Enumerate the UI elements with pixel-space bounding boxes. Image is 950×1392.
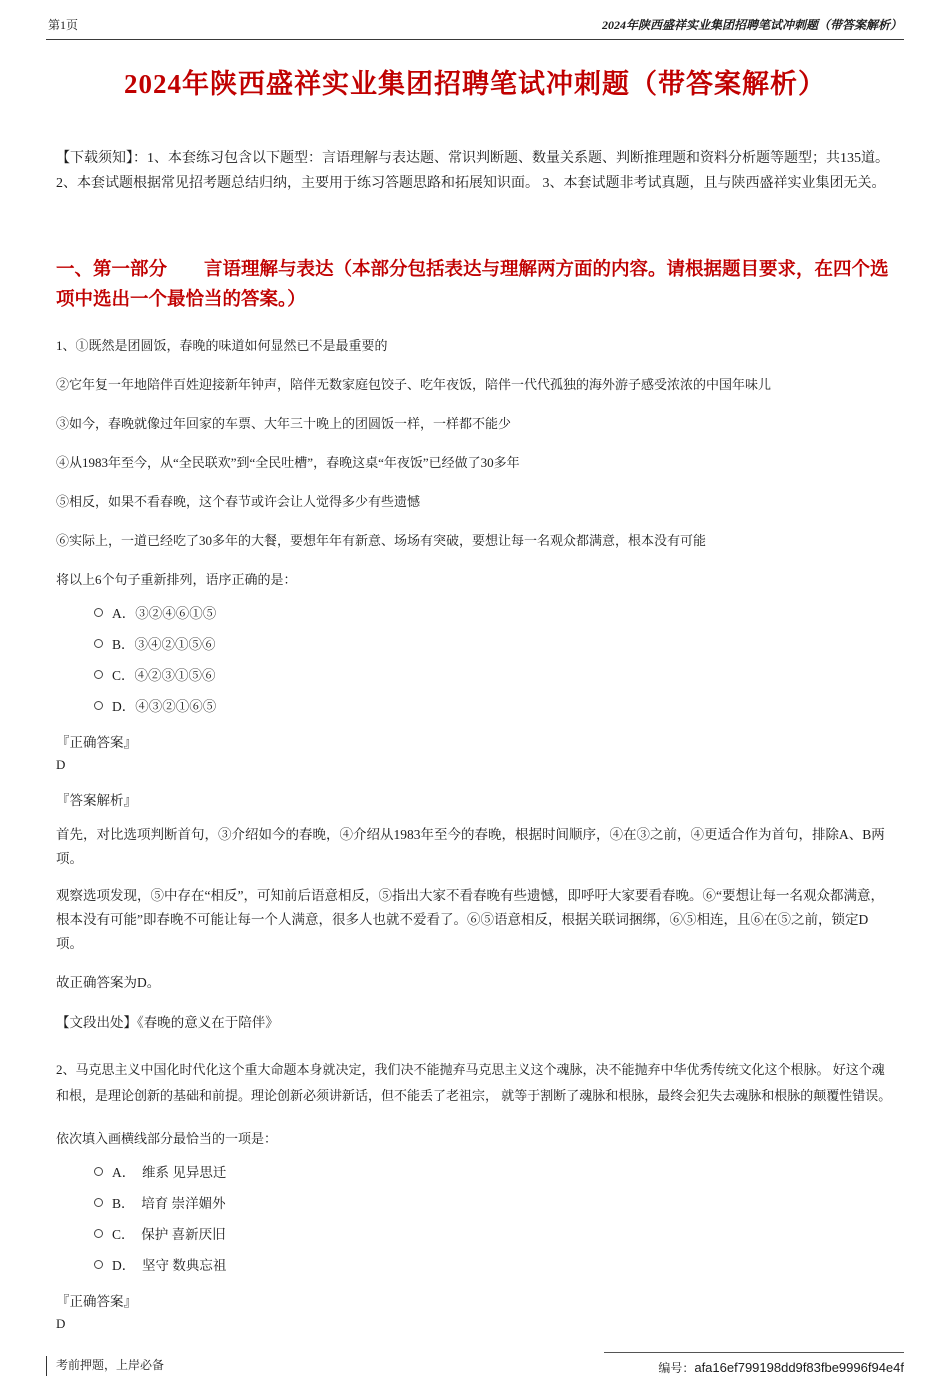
radio-button-icon[interactable] bbox=[94, 639, 103, 648]
question-1-option-a[interactable] bbox=[94, 602, 894, 622]
question-2-stem: 2、马克思主义中国化时代化这个重大命题本身就决定，我们决不能抛弃马克思主义这个魂脉，决不能抛弃中华优秀传统文化这个根脉。 好这个魂和根，是理论创新的基础和前提。理论创新必须讲新话，但不能丢了老祖宗， 就等于割断了魂脉和根脉，最终会犯失去魂脉和根脉的颠覆性错误。 bbox=[56, 1062, 892, 1103]
question-1-sentence-3: ③如今，春晚就像过年回家的车票、大年三十晚上的团圆饭一样，一样都不能少 bbox=[56, 416, 512, 432]
radio-button-icon[interactable] bbox=[94, 1167, 103, 1176]
section-heading: 一、第一部分 言语理解与表达（本部分包括表达与理解两方面的内容。请根据题目要求，在四个选项中选出一个最恰当的答案。） bbox=[56, 260, 889, 310]
radio-button-icon[interactable] bbox=[94, 1229, 103, 1238]
footer-slogan: 考前押题，上岸必备 bbox=[46, 1356, 164, 1376]
question-2 bbox=[56, 1057, 894, 1332]
question-2-option-c[interactable] bbox=[94, 1223, 894, 1243]
question-2-option-d[interactable] bbox=[94, 1254, 894, 1274]
footer-code-label: 编号： bbox=[658, 1361, 695, 1375]
question-1-option-b[interactable] bbox=[94, 633, 894, 653]
option-label: A． 维系 见异思迁 bbox=[112, 1165, 227, 1180]
question-2-options bbox=[94, 1161, 894, 1274]
question-2-option-a[interactable] bbox=[94, 1161, 894, 1181]
page-header bbox=[46, 12, 904, 40]
question-1-options bbox=[94, 602, 894, 715]
page-body bbox=[46, 40, 904, 1332]
radio-button-icon[interactable] bbox=[94, 1260, 103, 1269]
footer-code-block bbox=[604, 1352, 904, 1376]
radio-button-icon[interactable] bbox=[94, 670, 103, 679]
page-footer bbox=[46, 1332, 904, 1376]
passage-source: 【文段出处】《春晚的意义在于陪伴》 bbox=[56, 1015, 279, 1031]
option-label: C．④②③①⑤⑥ bbox=[112, 668, 216, 684]
question-1-sentence-4: ④从1983年至今，从“全民联欢”到“全民吐槽”，春晚这桌“年夜饭”已经做了30多年 bbox=[56, 455, 520, 471]
question-1-sentence-1: 1、①既然是团圆饭，春晚的味道如何显然已不是最重要的 bbox=[56, 338, 388, 354]
option-label: A．③②④⑥①⑤ bbox=[112, 606, 217, 622]
analysis-paragraph-2: 观察选项发现，⑤中存在“相反”，可知前后语意相反，⑤指出大家不看春晚有些遗憾，即呼吁大家要看春晚。⑥“要想让每一名观众都满意，根本没有可能”即春晚不可能让每一个人满意，很多人也就不爱看了。⑥⑤语意相反，根据关联词捆绑，⑥⑤相连，且⑥在⑤之前，锁定D项。 bbox=[56, 888, 884, 951]
correct-answer-label: 『正确答案』 bbox=[56, 735, 137, 751]
running-title: 2024年陕西盛祥实业集团招聘笔试冲刺题（带答案解析） bbox=[601, 18, 902, 32]
correct-answer-label: 『正确答案』 bbox=[56, 1294, 137, 1309]
page-number: 第1页 bbox=[48, 18, 79, 32]
question-1-prompt: 将以上6个句子重新排列，语序正确的是： bbox=[56, 572, 297, 588]
option-label: C． 保护 喜新厌旧 bbox=[112, 1227, 226, 1242]
question-1 bbox=[56, 335, 894, 1031]
question-1-sentence-2: ②它年复一年地陪伴百姓迎接新年钟声，陪伴无数家庭包饺子、吃年夜饭，陪伴一代代孤独的海外游子感受浓浓的中国年味儿 bbox=[56, 377, 772, 393]
question-1-sentence-6: ⑥实际上，一道已经吃了30多年的大餐，要想年年有新意、场场有突破，要想让每一名观众都满意，根本没有可能 bbox=[56, 533, 707, 549]
question-1-option-d[interactable] bbox=[94, 695, 894, 715]
radio-button-icon[interactable] bbox=[94, 608, 103, 617]
question-1-option-c[interactable] bbox=[94, 664, 894, 684]
radio-button-icon[interactable] bbox=[94, 701, 103, 710]
analysis-conclusion: 故正确答案为D。 bbox=[56, 975, 161, 991]
radio-button-icon[interactable] bbox=[94, 1198, 103, 1207]
option-label: D． 坚守 数典忘祖 bbox=[112, 1258, 227, 1273]
question-1-sentence-5: ⑤相反，如果不看春晚，这个春节或许会让人觉得多少有些遗憾 bbox=[56, 494, 421, 510]
correct-answer-value: D bbox=[56, 1316, 66, 1331]
question-2-option-b[interactable] bbox=[94, 1192, 894, 1212]
document-title: 2024年陕西盛祥实业集团招聘笔试冲刺题（带答案解析） bbox=[124, 69, 826, 99]
option-label: B． 培育 崇洋媚外 bbox=[112, 1196, 226, 1211]
analysis-label: 『答案解析』 bbox=[56, 793, 137, 809]
question-2-prompt: 依次填入画横线部分最恰当的一项是： bbox=[56, 1131, 278, 1146]
analysis-paragraph-1: 首先，对比选项判断首句，③介绍如今的春晚，④介绍从1983年至今的春晚，根据时间顺序，④在③之前，④更适合作为首句，排除A、B两项。 bbox=[56, 827, 885, 866]
download-notice: 【下载须知】：1、本套练习包含以下题型：言语理解与表达题、常识判断题、数量关系题、判断推理题和资料分析题等题型；共135道。2、本套试题根据常见招考题总结归纳，主要用于练习答题思路和拓展知识面。 3、本套试题非考试真题，且与陕西盛祥实业集团无关。 bbox=[56, 151, 889, 191]
option-label: B．③④②①⑤⑥ bbox=[112, 637, 216, 653]
correct-answer-value: D bbox=[56, 757, 66, 773]
option-label: D．④③②①⑥⑤ bbox=[112, 699, 217, 715]
footer-code-value: afa16ef799198dd9f83fbe9996f94e4f bbox=[694, 1360, 904, 1375]
